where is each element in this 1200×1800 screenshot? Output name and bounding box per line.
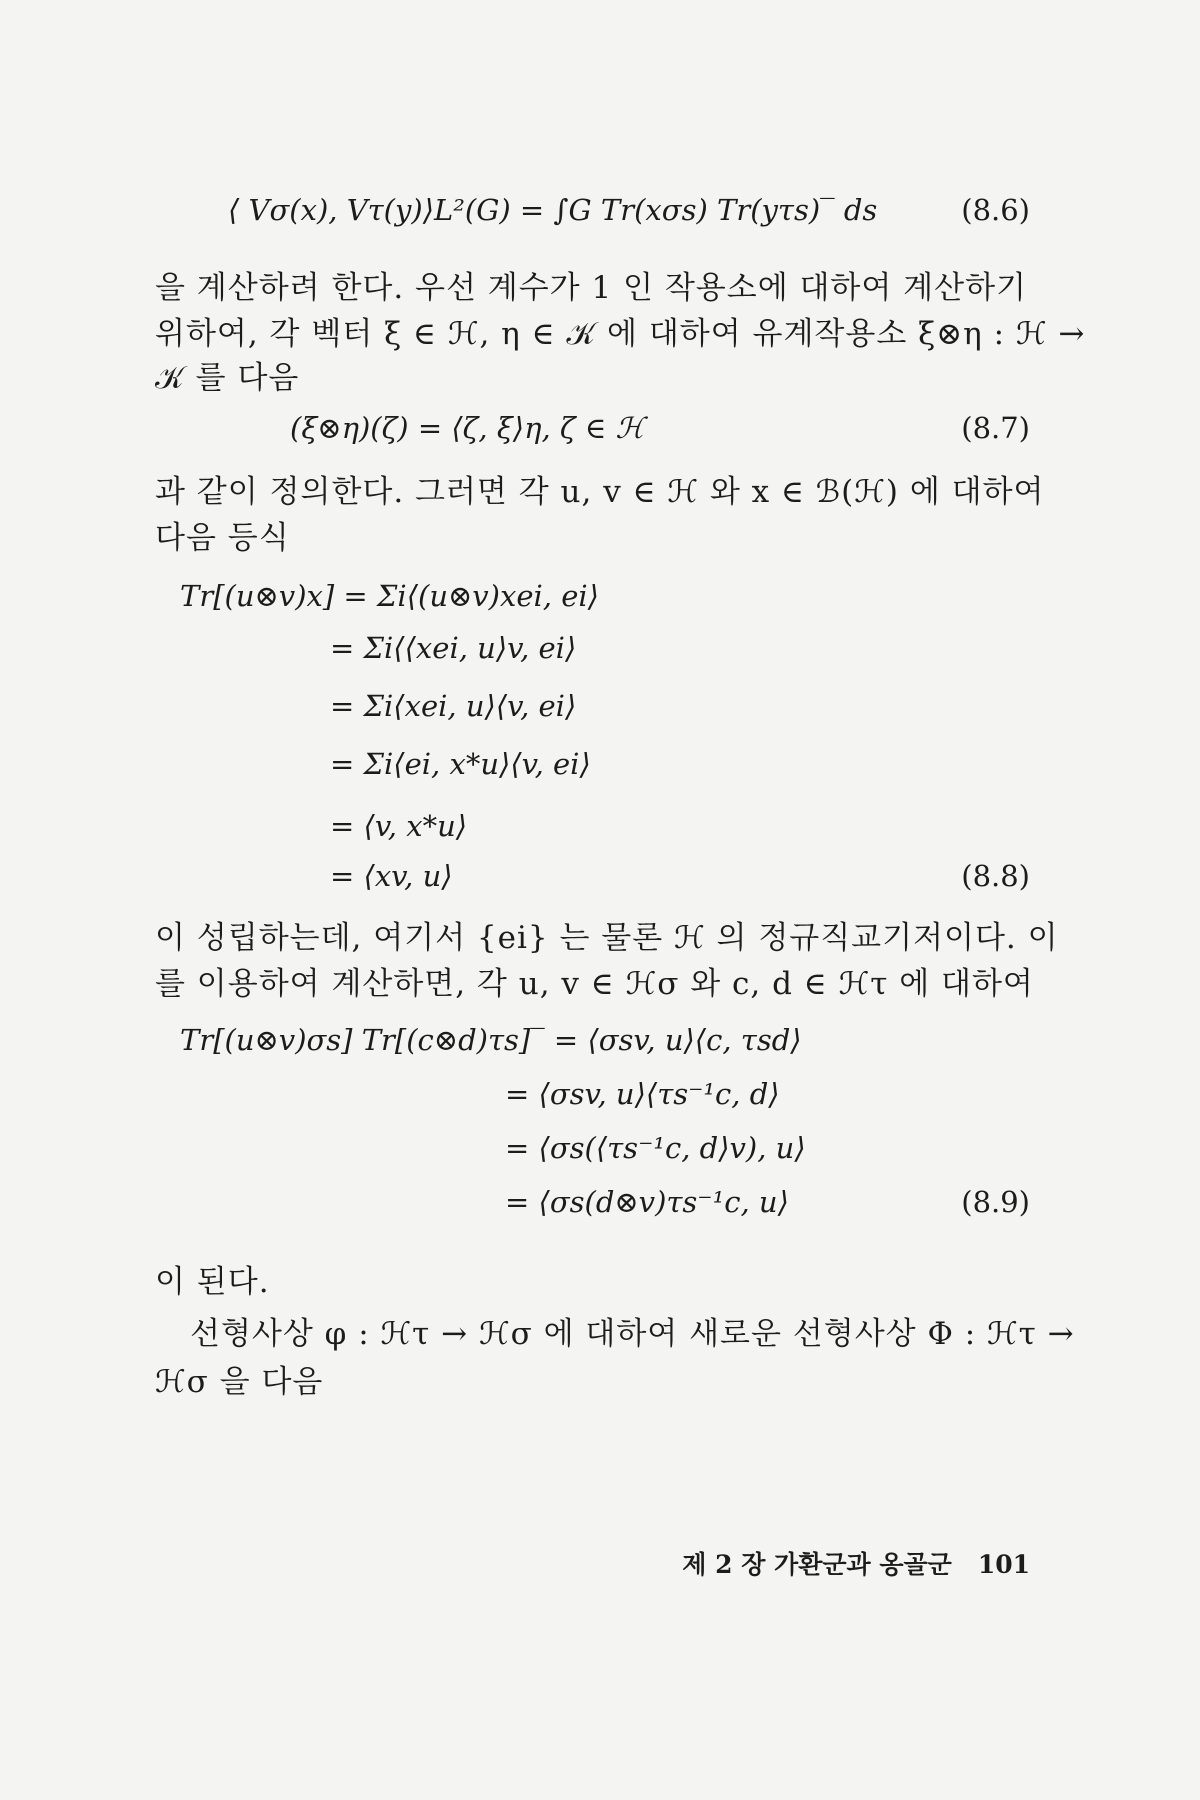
- equation-8-8-line: = ⟨xv, u⟩: [330, 859, 453, 893]
- paragraph-line: 다음 등식: [155, 520, 290, 556]
- equation-8-8-line: = ⟨v, x*u⟩: [330, 809, 468, 843]
- paragraph-line: 선형사상 φ : ℋτ → ℋσ 에 대하여 새로운 선형사상 Φ : ℋτ →: [190, 1316, 1075, 1352]
- equation-8-8-line: = Σi⟨⟨xei, u⟩v, ei⟩: [330, 631, 577, 665]
- equation-8-9-line: = ⟨σsv, u⟩⟨τs⁻¹c, d⟩: [505, 1077, 780, 1111]
- equation-8-8-line: = Σi⟨xei, u⟩⟨v, ei⟩: [330, 689, 577, 723]
- chapter-title: 제 2 장 가환군과 옹골군: [682, 1550, 952, 1579]
- equation-8-9-line: = ⟨σs(d⊗v)τs⁻¹c, u⟩: [505, 1185, 789, 1219]
- equation-number: (8.9): [961, 1185, 1030, 1219]
- page-number: 101: [977, 1550, 1030, 1579]
- paragraph-line: 를 이용하여 계산하면, 각 u, v ∈ ℋσ 와 c, d ∈ ℋτ 에 대하여: [155, 966, 1034, 1002]
- equation-number: (8.6): [961, 193, 1030, 227]
- paragraph-line: 위하여, 각 벡터 ξ ∈ ℋ, η ∈ 𝒦 에 대하여 유계작용소 ξ⊗η : ℋ →: [155, 316, 1086, 352]
- page-footer: [682, 1545, 1030, 1581]
- equation-8-6: ⟨ Vσ(x), Vτ(y)⟩L²(G) = ∫G Tr(xσs) Tr(yτs)‾ ds: [228, 193, 878, 227]
- paragraph-line: ℋσ 을 다음: [155, 1364, 324, 1400]
- paragraph-line: 𝒦 를 다음: [155, 360, 300, 396]
- equation-8-8-line: Tr[(u⊗v)x] = Σi⟨(u⊗v)xei, ei⟩: [180, 579, 599, 613]
- equation-8-9-line: = ⟨σs(⟨τs⁻¹c, d⟩v), u⟩: [505, 1131, 806, 1165]
- paragraph-line: 을 계산하려 한다. 우선 계수가 1 인 작용소에 대하여 계산하기: [155, 270, 1027, 306]
- equation-8-8-line: = Σi⟨ei, x*u⟩⟨v, ei⟩: [330, 747, 591, 781]
- paragraph-line: 이 성립하는데, 여기서 {ei} 는 물론 ℋ 의 정규직교기저이다. 이: [155, 920, 1059, 956]
- equation-8-9-line: Tr[(u⊗v)σs] Tr[(c⊗d)τs]‾ = ⟨σsv, u⟩⟨c, τsd⟩: [180, 1023, 802, 1057]
- equation-number: (8.8): [961, 859, 1030, 893]
- paragraph-line: 이 된다.: [155, 1264, 270, 1300]
- equation-8-7: (ξ⊗η)(ζ) = ⟨ζ, ξ⟩η, ζ ∈ ℋ: [290, 411, 645, 445]
- paragraph-line: 과 같이 정의한다. 그러면 각 u, v ∈ ℋ 와 x ∈ ℬ(ℋ) 에 대하여: [155, 474, 1045, 510]
- equation-number: (8.7): [961, 411, 1030, 445]
